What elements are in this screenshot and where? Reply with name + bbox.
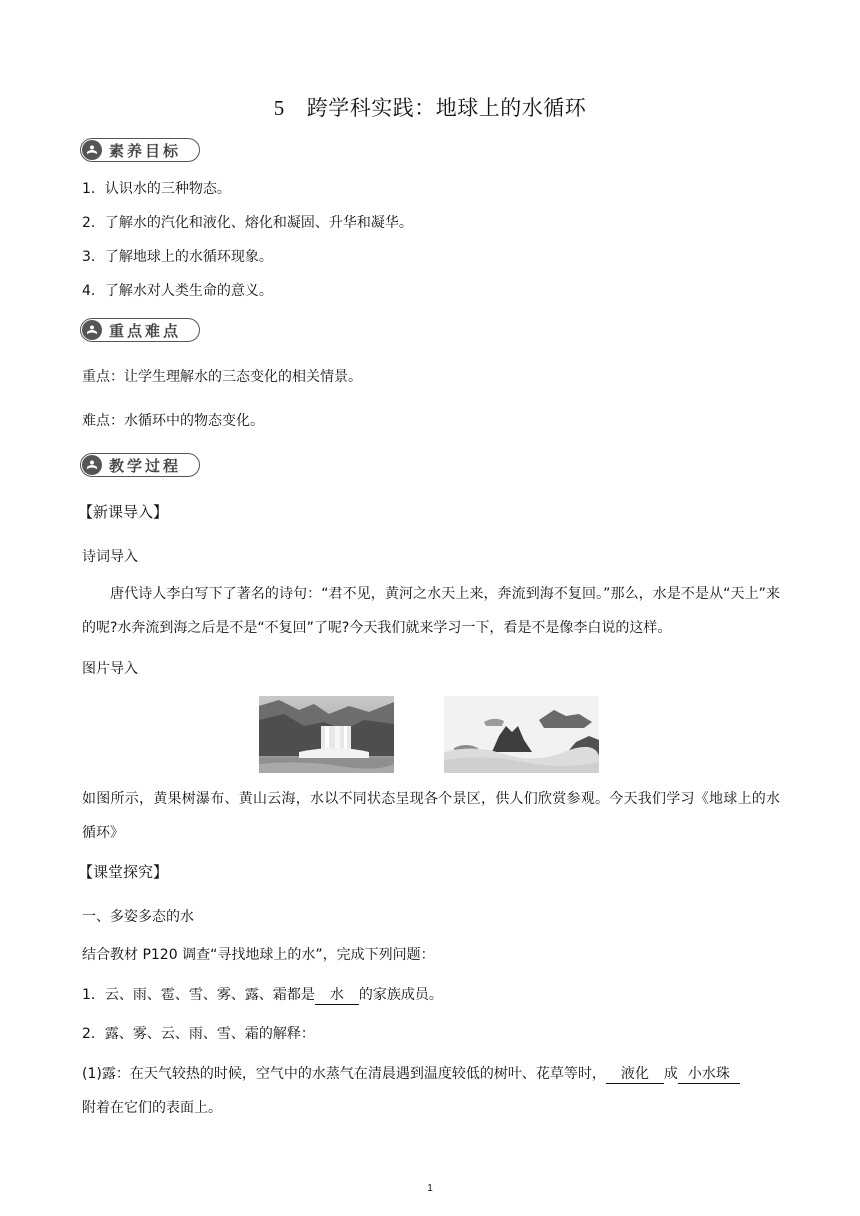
subsection-title: 一、多姿多态的水 xyxy=(82,909,194,925)
poem-label: 诗词导入 xyxy=(82,549,138,565)
question-2: 2．露、雾、云、雨、雪、霜的解释： xyxy=(82,1026,315,1042)
lesson-title: 跨学科实践：地球上的水循环 xyxy=(306,96,587,120)
badge-label: 教学过程 xyxy=(109,456,182,475)
book-icon xyxy=(82,140,102,160)
question-3 xyxy=(82,1064,740,1084)
question-text: 成 xyxy=(663,1066,678,1082)
lesson-number: 5 xyxy=(273,96,285,120)
section-badge-key-points xyxy=(80,318,200,342)
badge-label: 素养目标 xyxy=(109,141,182,160)
section-badge-process xyxy=(80,453,200,477)
difficulty-text: 难点：水循环中的物态变化。 xyxy=(82,413,264,429)
focus-text: 重点：让学生理解水的三态变化的相关情景。 xyxy=(82,369,362,385)
goal-item-1: 1．认识水的三种物态。 xyxy=(82,181,231,197)
goal-item-2: 2．了解水的汽化和液化、熔化和凝固、升华和凝华。 xyxy=(82,215,413,231)
section-badge-goals xyxy=(80,138,200,162)
answer-blank: 水 xyxy=(315,986,359,1005)
answer-blank: 液化 xyxy=(606,1065,664,1084)
goal-item-4: 4．了解水对人类生命的意义。 xyxy=(82,283,273,299)
instruction-text: 结合教材 P120 调查“寻找地球上的水”，完成下列问题： xyxy=(82,947,435,963)
picture-label: 图片导入 xyxy=(82,661,138,677)
question-text: 的家族成员。 xyxy=(358,987,443,1003)
page-number: 1 xyxy=(427,1183,433,1194)
book-icon xyxy=(82,455,102,475)
question-text: 1．云、雨、雹、雪、雾、露、霜都是 xyxy=(82,987,315,1003)
question-text: (1)露：在天气较热的时候，空气中的水蒸气在清晨遇到温度较低的树叶、花草等时， xyxy=(82,1066,606,1082)
question-3-continued: 附着在它们的表面上。 xyxy=(82,1100,222,1116)
poem-paragraph: 唐代诗人李白写下了著名的诗句：“君不见，黄河之水天上来，奔流到海不复回。”那么，水是不是从“天上”来的呢?水奔流到海之后是不是“不复回”了呢?今天我们就来学习一下，看是不是像李白说的这样。 xyxy=(82,586,780,636)
picture-paragraph: 如图所示，黄果树瀑布、黄山云海，水以不同状态呈现各个景区，供人们欣赏参观。今天我们学习《地球上的水循环》 xyxy=(82,791,780,841)
intro-heading: 【新课导入】 xyxy=(78,503,169,521)
explore-heading: 【课堂探究】 xyxy=(78,863,169,881)
sea-of-clouds-photo xyxy=(444,696,599,773)
goal-item-3: 3．了解地球上的水循环现象。 xyxy=(82,249,273,265)
badge-label: 重点难点 xyxy=(109,321,182,340)
question-1 xyxy=(82,985,443,1005)
book-icon xyxy=(82,320,102,340)
page-title xyxy=(0,92,860,122)
waterfall-photo xyxy=(259,696,394,773)
answer-blank: 小水珠 xyxy=(678,1065,740,1084)
